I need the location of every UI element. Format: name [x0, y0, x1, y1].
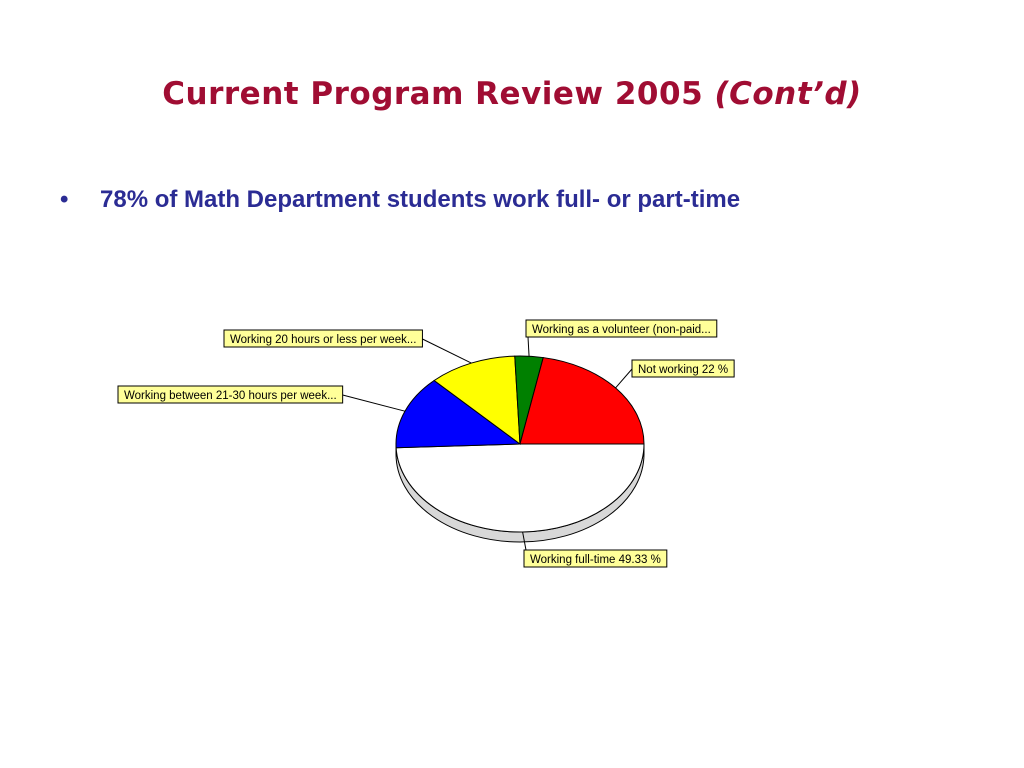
- pie-label-text: Working full-time 49.33 %: [530, 554, 661, 566]
- pie-label-text: Working between 21-30 hours per week...: [124, 390, 337, 402]
- pie-label-working-20-hours-or-less-per-week: [224, 330, 422, 347]
- pie-label-working-as-a-volunteer-non-paid: [526, 320, 717, 337]
- pie-label-text: Not working 22 %: [638, 364, 729, 376]
- pie-label-working-between-21-30-hours-per-week: [118, 386, 343, 403]
- title-emphasis: (Cont’d): [714, 76, 862, 112]
- pie-slice-working-full-time: [396, 444, 644, 532]
- pie-label-working-full-time: [524, 550, 667, 567]
- bullet-text: 78% of Math Department students work full- or part-time: [100, 186, 741, 213]
- leader-working-as-a-volunteer-non-paid: [528, 337, 529, 356]
- leader-not-working: [616, 369, 632, 388]
- leader-working-between-21-30-hours-per-week: [343, 395, 405, 411]
- leader-working-20-hours-or-less-per-week: [422, 339, 471, 363]
- pie-label-text: Working 20 hours or less per week...: [230, 334, 417, 346]
- pie-slices: [396, 356, 644, 532]
- title-main: Current Program Review 2005: [162, 76, 704, 112]
- pie-label-not-working: [632, 360, 734, 377]
- bullet-marker: •: [60, 186, 69, 213]
- pie-label-text: Working as a volunteer (non-paid...: [532, 324, 711, 336]
